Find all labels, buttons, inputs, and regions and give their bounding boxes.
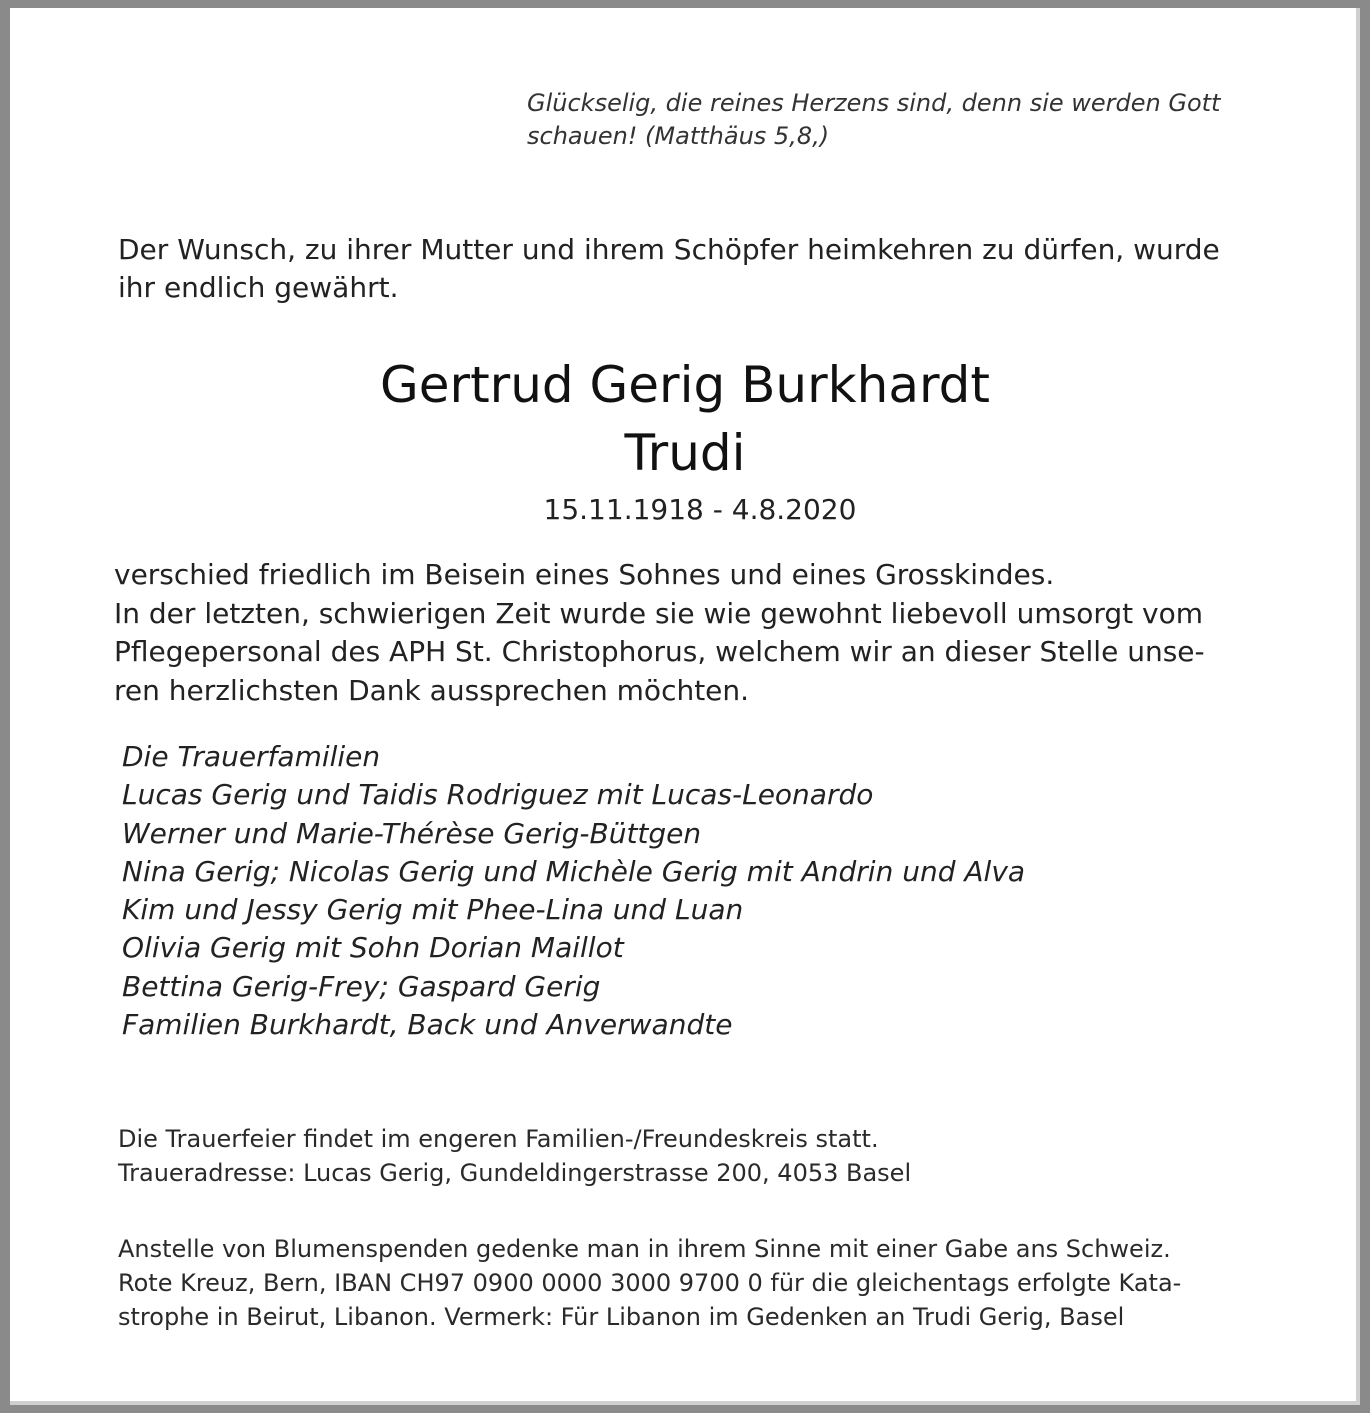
frame-shadow-right [1356, 8, 1360, 1405]
body-paragraph [114, 556, 1254, 710]
deceased-name: Gertrud Gerig Burkhardt [380, 356, 990, 414]
donation-line: Anstelle von Blumenspenden gedenke man in ihrem Sinne mit einer Gabe ans Schweiz. [118, 1235, 1171, 1263]
family-line: Lucas Gerig und Taidis Rodriguez mit Lucas-Leonardo [122, 778, 874, 812]
bible-verse-line: Glückselig, die reines Herzens sind, denn sie werden Gott [527, 89, 1221, 117]
donation-line: strophe in Beirut, Libanon. Vermerk: Für Libanon im Gedenken an Trudi Gerig, Basel [118, 1303, 1125, 1331]
families-heading: Die Trauerfamilien [122, 740, 381, 773]
family-line: Kim und Jessy Gerig mit Phee-Lina und Luan [122, 893, 744, 927]
body-line: Pflegepersonal des APH St. Christophorus, welchem wir an dieser Stelle unse- [114, 635, 1205, 668]
bible-verse-line: schauen! (Matthäus 5,8,) [527, 122, 830, 150]
mourning-address: Traueradresse: Lucas Gerig, Gundeldingerstrasse 200, 4053 Basel [118, 1159, 912, 1187]
family-line: Familien Burkhardt, Back und Anverwandte [122, 1008, 733, 1042]
family-line: Nina Gerig; Nicolas Gerig und Michèle Gerig mit Andrin und Alva [122, 854, 1026, 888]
mourning-families [122, 738, 1272, 1044]
intro-paragraph [118, 231, 1268, 307]
intro-line: ihr endlich gewährt. [118, 271, 399, 304]
family-line: Werner und Marie-Thérèse Gerig-Büttgen [122, 816, 702, 850]
family-line: Bettina Gerig-Frey; Gaspard Gerig [122, 969, 601, 1003]
life-dates: 15.11.1918 - 4.8.2020 [543, 493, 857, 526]
donation-line: Rote Kreuz, Bern, IBAN CH97 0900 0000 3000 9700 0 für die gleichentags erfolgte Kata- [118, 1269, 1182, 1297]
bible-verse [527, 87, 1267, 153]
body-line: verschied friedlich im Beisein eines Sohnes und eines Grosskindes. [114, 558, 1055, 591]
donation-info [118, 1232, 1268, 1334]
body-line: ren herzlichsten Dank aussprechen möchten. [114, 673, 750, 707]
intro-line: Der Wunsch, zu ihrer Mutter und ihrem Schöpfer heimkehren zu dürfen, wurde [118, 233, 1220, 266]
deceased-nickname: Trudi [624, 424, 746, 482]
body-line: In der letzten, schwierigen Zeit wurde sie wie gewohnt liebevoll umsorgt vom [114, 596, 1203, 630]
family-line: Olivia Gerig mit Sohn Dorian Maillot [122, 931, 624, 965]
frame-shadow-bottom [10, 1401, 1360, 1405]
ceremony-line: Die Trauerfeier findet im engeren Familien-/Freundeskreis statt. [118, 1125, 879, 1153]
ceremony-info [118, 1122, 1268, 1190]
